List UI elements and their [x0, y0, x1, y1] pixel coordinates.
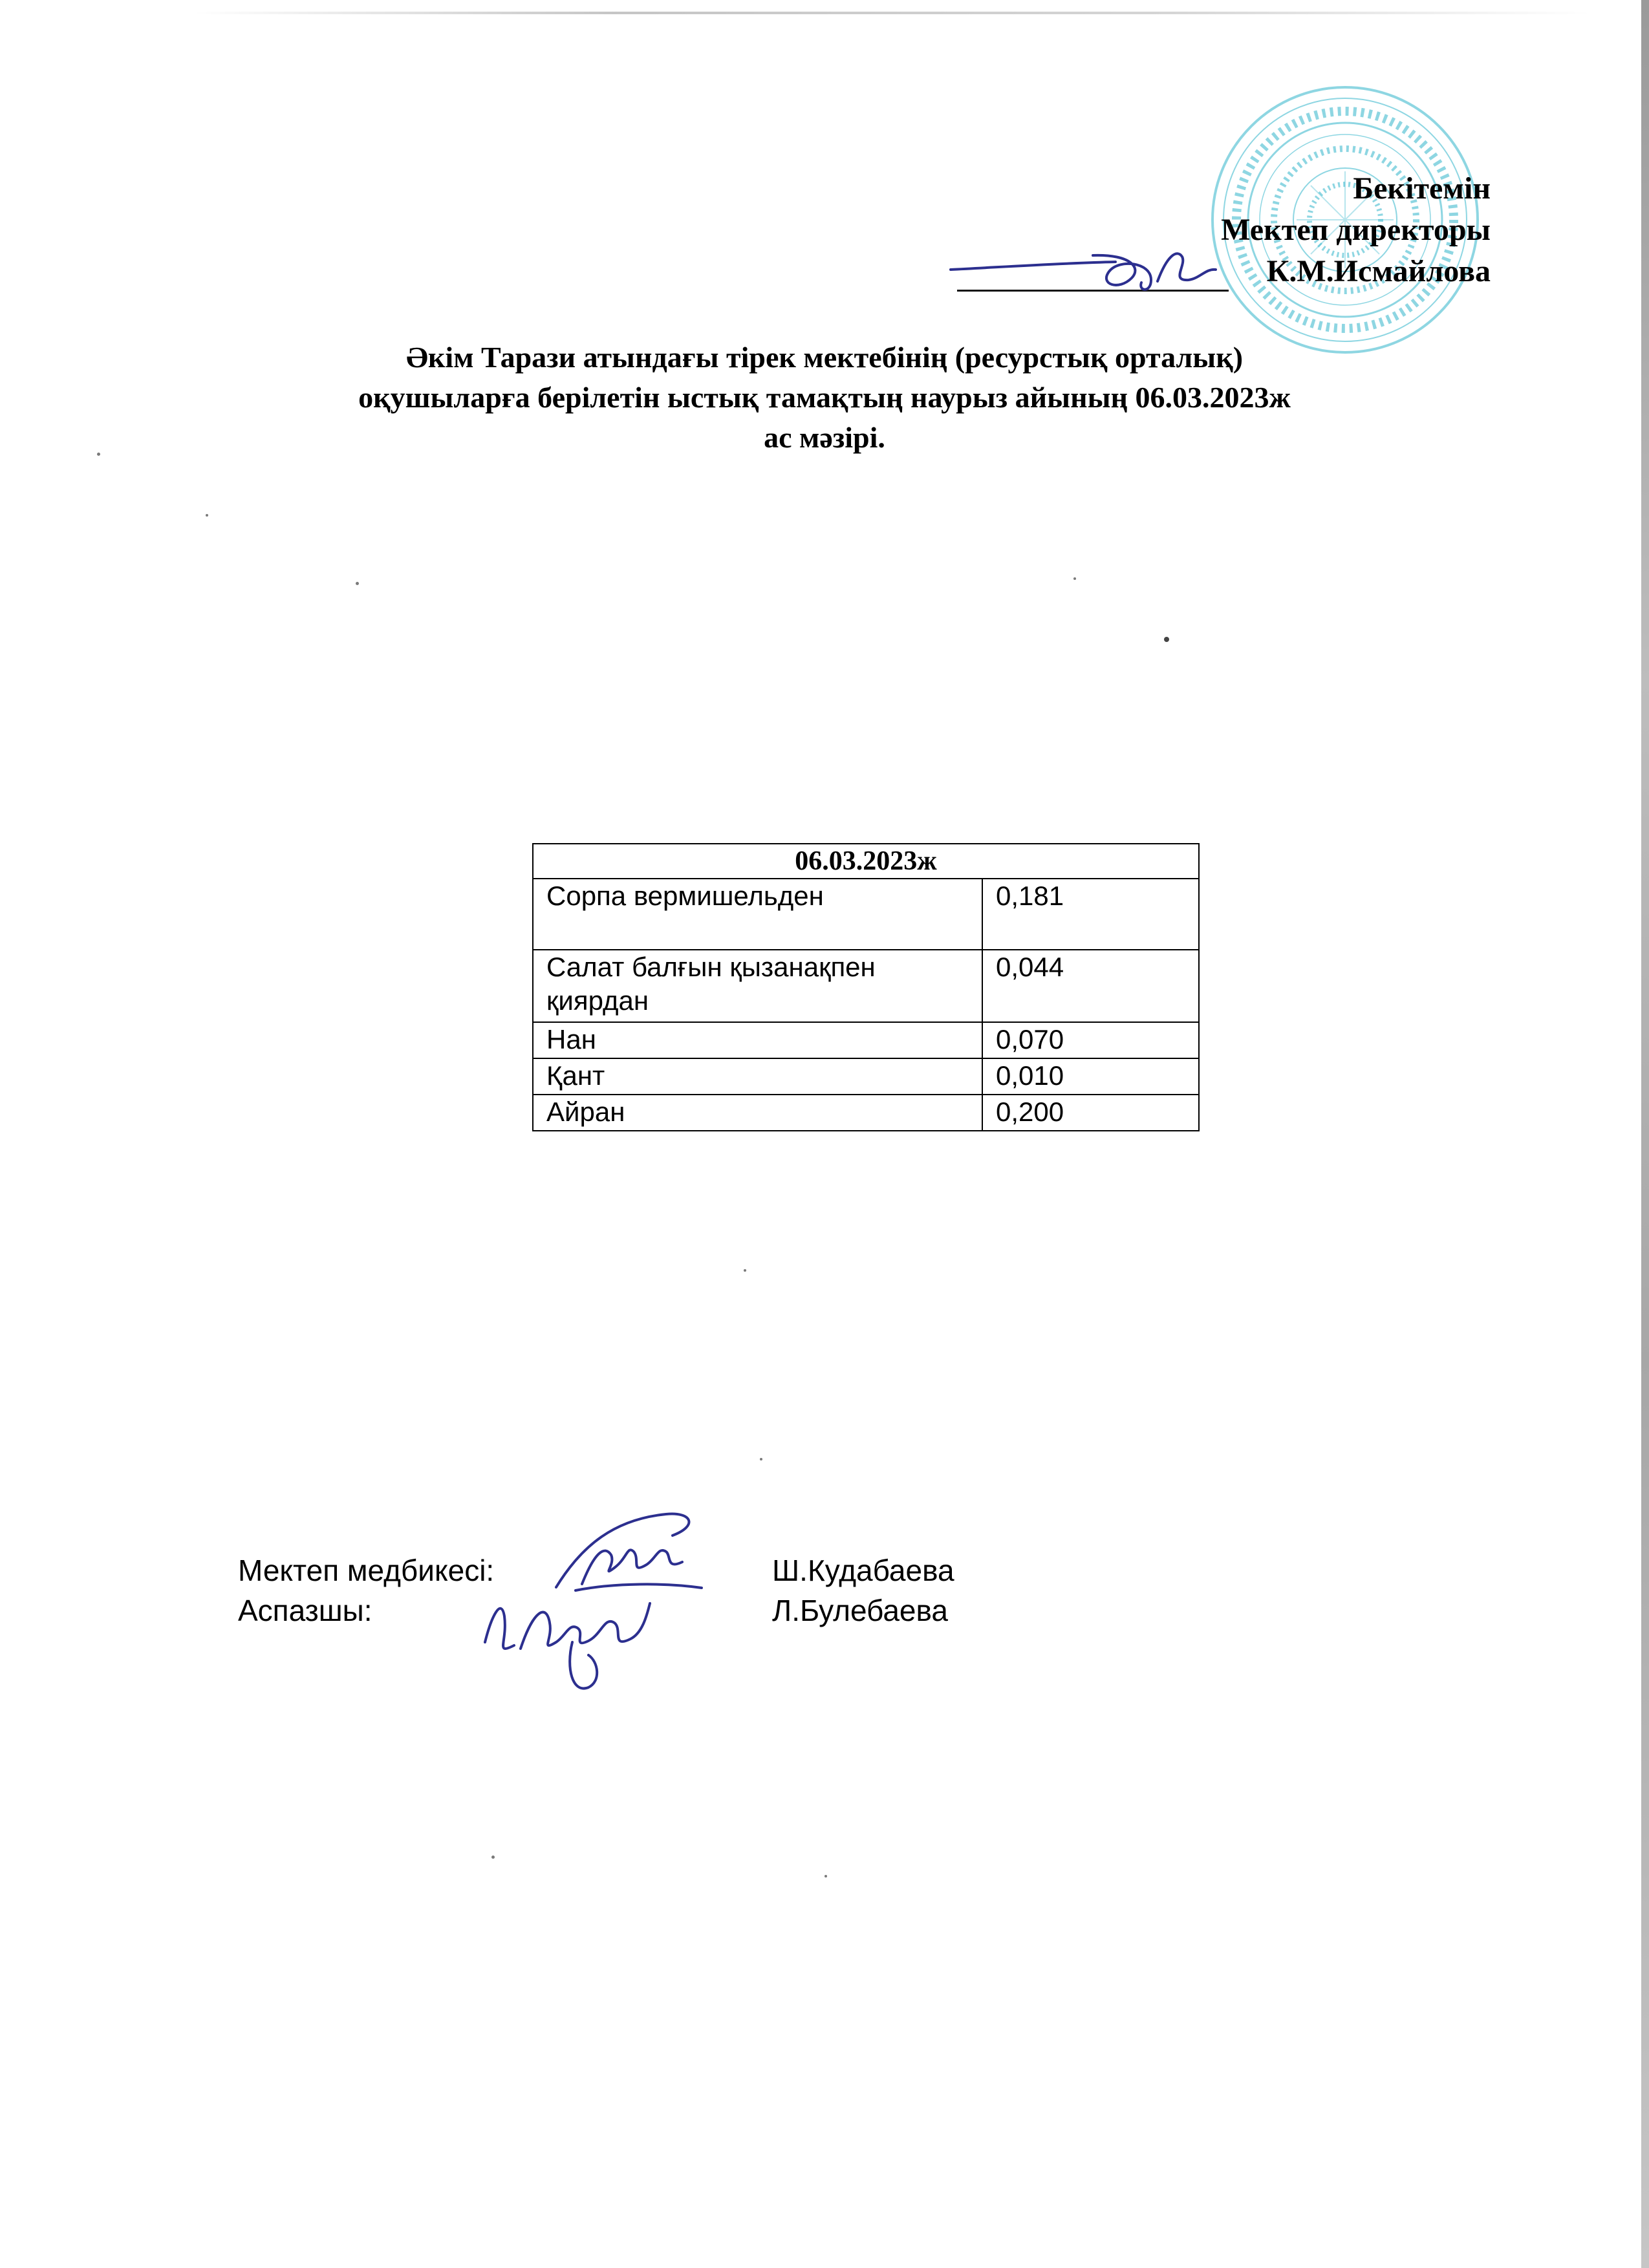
title-line-1: Әкім Тарази атындағы тірек мектебінің (ресурстық орталық) [405, 341, 1244, 374]
table-row [533, 879, 1199, 950]
staff-name: Ш.Кудабаева [772, 1554, 954, 1587]
dish-quantity: 0,200 [982, 1095, 1199, 1131]
director-signature [944, 230, 1255, 307]
scan-speck [97, 453, 100, 456]
document-title [194, 337, 1455, 458]
dish-quantity: 0,010 [982, 1058, 1199, 1095]
table-row [533, 1022, 1199, 1058]
table-row [533, 950, 1199, 1022]
scan-speck [1164, 637, 1169, 642]
staff-role: Аспазшы: [238, 1594, 372, 1627]
table-row [533, 1095, 1199, 1131]
scan-speck [206, 514, 208, 517]
title-line-3: ас мәзірі. [764, 421, 885, 454]
cook-signature [475, 1578, 663, 1700]
approval-block [1221, 168, 1491, 292]
staff-role: Мектеп медбикесі: [238, 1554, 495, 1587]
dish-quantity: 0,070 [982, 1022, 1199, 1058]
dish-quantity: 0,044 [982, 950, 1199, 1022]
scan-speck [744, 1269, 746, 1272]
dish-name: Нан [533, 1022, 982, 1058]
director-name: К.М.Исмайлова [1266, 254, 1491, 288]
scan-speck [824, 1875, 827, 1878]
approval-label: Бекітемін [1353, 171, 1491, 206]
scan-edge-right [1641, 0, 1649, 2268]
scan-speck [1073, 577, 1076, 580]
scan-edge-top [194, 12, 1591, 14]
menu-table [532, 843, 1200, 1131]
table-row [533, 1058, 1199, 1095]
scan-speck [760, 1458, 762, 1460]
table-date-header: 06.03.2023ж [533, 844, 1199, 879]
dish-name: Қант [533, 1058, 982, 1095]
dish-quantity: 0,181 [982, 879, 1199, 950]
dish-name: Сорпа вермишельден [533, 879, 982, 950]
title-line-2: оқушыларға берілетін ыстық тамақтың наурыз айының 06.03.2023ж [358, 381, 1291, 414]
staff-name: Л.Булебаева [772, 1594, 949, 1627]
table-header-row [533, 844, 1199, 879]
dish-name: Айран [533, 1095, 982, 1131]
dish-name: Салат балғын қызанақпен қиярдан [533, 950, 982, 1022]
scan-speck [356, 582, 359, 585]
director-title: Мектеп директоры [1221, 213, 1491, 247]
scan-speck [491, 1856, 495, 1859]
